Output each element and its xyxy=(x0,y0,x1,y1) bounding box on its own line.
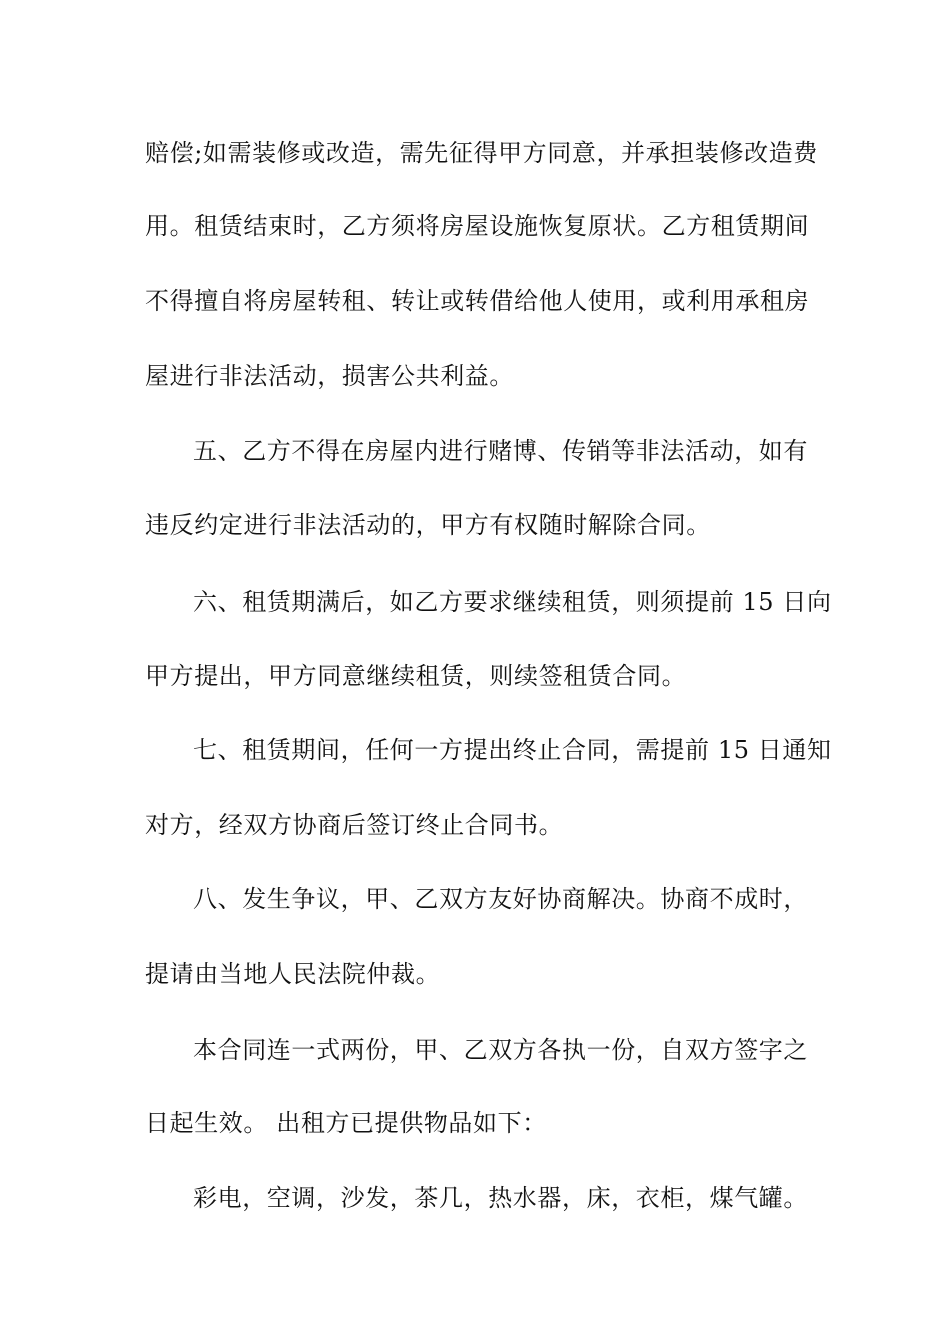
text-line: 违反约定进行非法活动的，甲方有权随时解除合同。 xyxy=(145,511,711,539)
text-line: 本合同连一式两份，甲、乙双方各执一份，自双方签字之 xyxy=(193,1036,808,1064)
text-line: 彩电，空调，沙发，茶几，热水器，床，衣柜，煤气罐。 xyxy=(193,1184,808,1212)
text-line: 五、乙方不得在房屋内进行赌博、传销等非法活动，如有 xyxy=(193,437,808,465)
text-line: 甲方提出，甲方同意继续租赁，则续签租赁合同。 xyxy=(145,662,687,690)
text-line: 对方，经双方协商后签订终止合同书。 xyxy=(145,811,564,839)
text-line: 日起生效。 出租方已提供物品如下： xyxy=(145,1109,547,1137)
text-line: 屋进行非法活动，损害公共利益。 xyxy=(145,362,514,390)
text-line: 六、租赁期满后，如乙方要求继续租赁，则须提前 15 日向 xyxy=(193,588,832,616)
text-line: 赔偿;如需装修或改造，需先征得甲方同意，并承担装修改造费 xyxy=(145,139,818,167)
text-line: 七、租赁期间，任何一方提出终止合同，需提前 15 日通知 xyxy=(193,736,832,764)
text-line: 不得擅自将房屋转租、转让或转借给他人使用，或利用承租房 xyxy=(145,287,810,315)
text-line: 八、发生争议，甲、乙双方友好协商解决。协商不成时， xyxy=(193,885,808,913)
text-line: 用。租赁结束时，乙方须将房屋设施恢复原状。乙方租赁期间 xyxy=(145,212,810,240)
text-line: 提请由当地人民法院仲裁。 xyxy=(145,960,441,988)
